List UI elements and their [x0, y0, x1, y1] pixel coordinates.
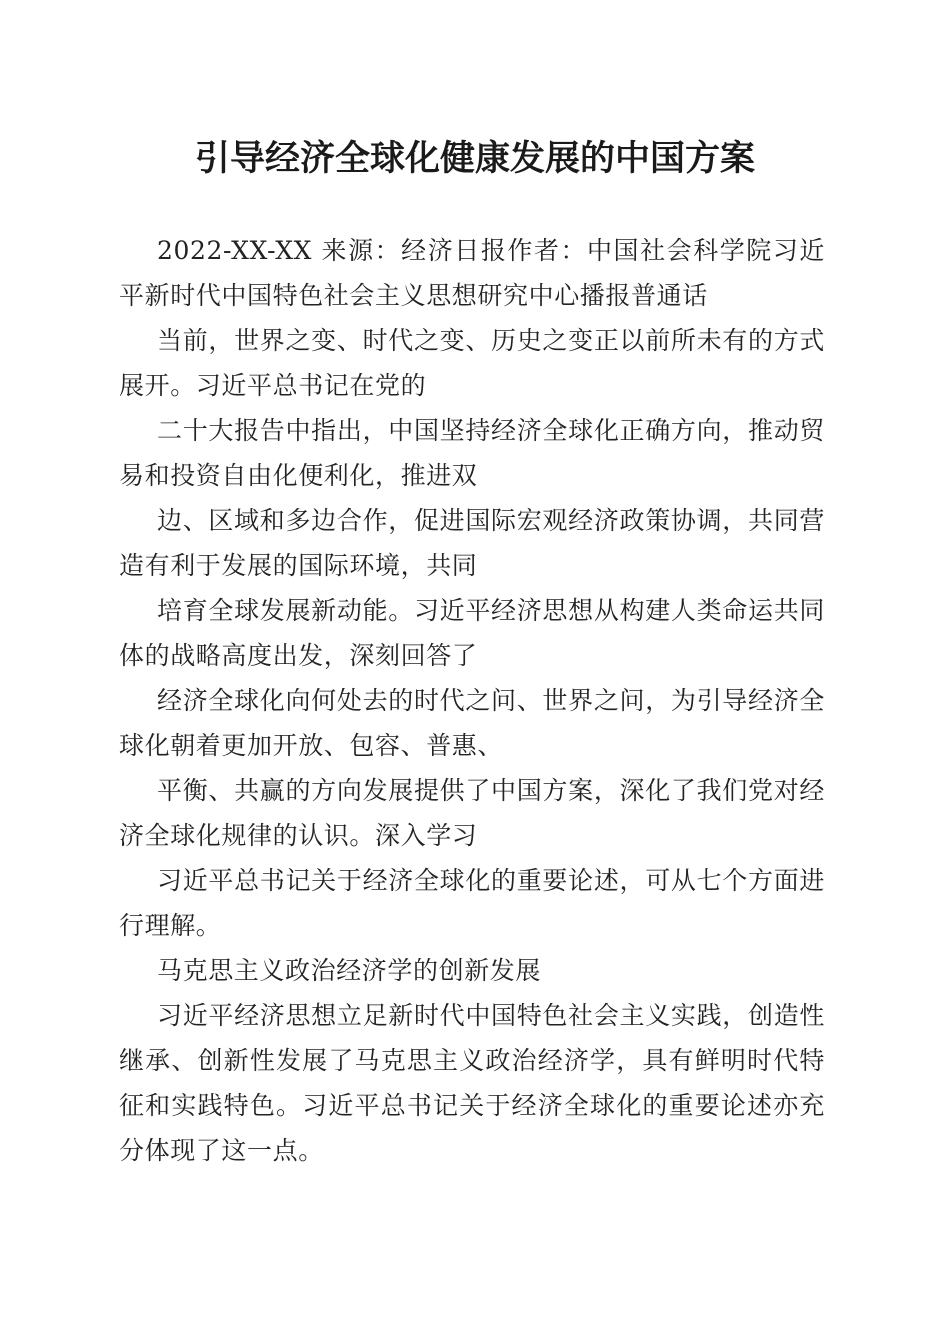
- document-body: [119, 228, 825, 1173]
- paragraph: 经济全球化向何处去的时代之问、世界之问，为引导经济全球化朝着更加开放、包容、普惠、: [119, 686, 825, 760]
- paragraph: 培育全球发展新动能。习近平经济思想从构建人类命运共同体的战略高度出发，深刻回答了: [119, 596, 825, 670]
- paragraph: 当前，世界之变、时代之变、历史之变正以前所未有的方式展开。习近平总书记在党的: [119, 326, 825, 400]
- section-heading: 马克思主义政治经济学的创新发展: [157, 956, 542, 985]
- document-title: 引导经济全球化健康发展的中国方案: [194, 138, 755, 179]
- paragraph: 边、区域和多边合作，促进国际宏观经济政策协调，共同营造有利于发展的国际环境，共同: [119, 506, 825, 580]
- paragraph: 习近平总书记关于经济全球化的重要论述，可从七个方面进行理解。: [119, 866, 825, 940]
- paragraph: 习近平经济思想立足新时代中国特色社会主义实践，创造性继承、创新性发展了马克思主义政治经济学，具有鲜明时代特征和实践特色。习近平总书记关于经济全球化的重要论述亦充分体现了这一点。: [119, 1001, 825, 1165]
- paragraph: 平衡、共赢的方向发展提供了中国方案，深化了我们党对经济全球化规律的认识。深入学习: [119, 776, 825, 850]
- paragraph-meta: 2022-XX-XX 来源：经济日报作者：中国社会科学院习近平新时代中国特色社会主义思想研究中心播报普通话: [119, 236, 825, 310]
- paragraph: 二十大报告中指出，中国坚持经济全球化正确方向，推动贸易和投资自由化便利化，推进双: [119, 416, 825, 490]
